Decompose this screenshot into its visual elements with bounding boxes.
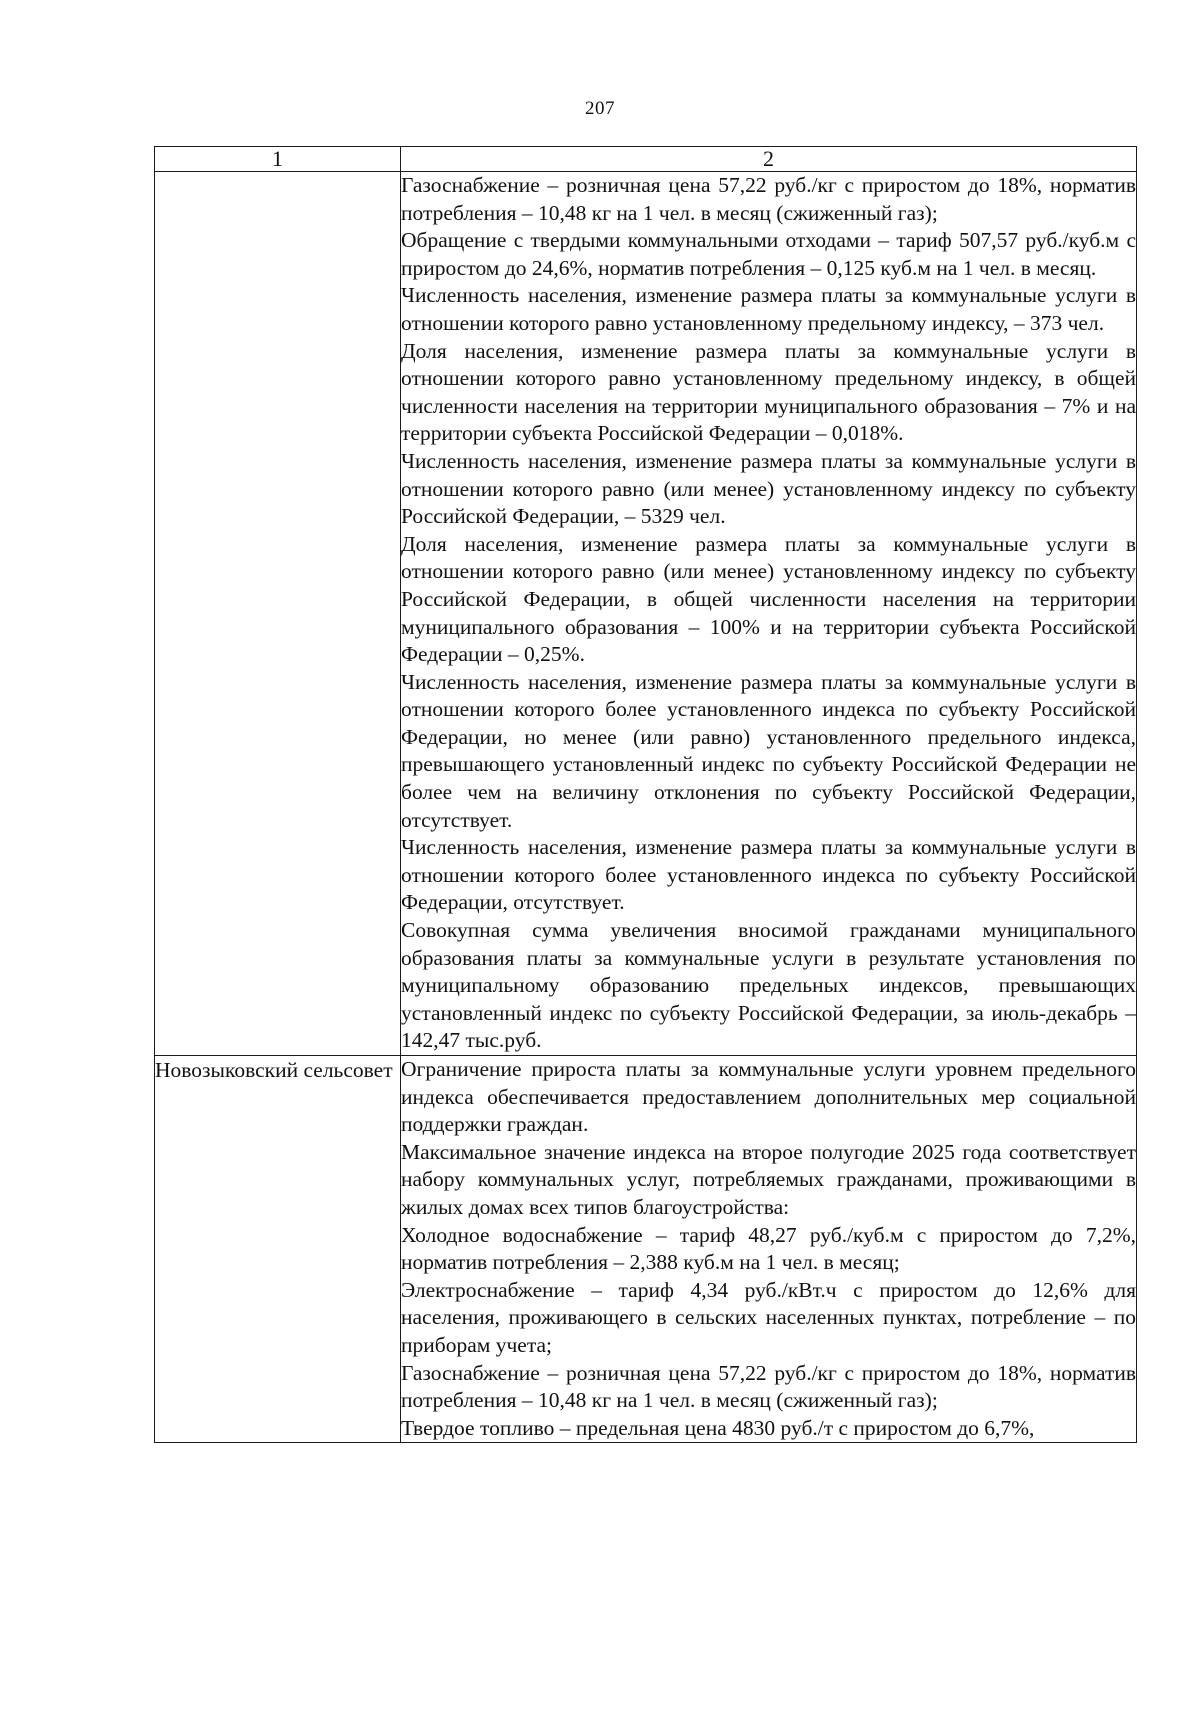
paragraph: Газоснабжение – розничная цена 57,22 руб./кг с приростом до 18%, норматив потребления – 10,48 кг на 1 чел. в месяц (сжиженный газ); — [401, 173, 1136, 225]
page-number: 207 — [585, 98, 615, 119]
paragraph: Доля населения, изменение размера платы за коммунальные услуги в отношении которого равно установленному предельному индексу, в общей численности населения на территории муниципального образования – 7% и на территории субъекта Российской Федерации – 0,018%. — [401, 338, 1136, 446]
paragraph: Совокупная сумма увеличения вносимой гражданами муниципального образования платы за коммунальные услуги в результате установления по муниципальному образованию предельных индексов, превышающих установленный индекс по субъекту Российской Федерации, за июль-декабрь – 142,47 тыс.руб. — [401, 918, 1136, 1053]
paragraph: Максимальное значение индекса на второе полугодие 2025 года соответствует набору коммунальных услуг, потребляемых гражданами, проживающими в жилых домах всех типов благоустройства: — [401, 1139, 1136, 1219]
column-header-1: 1 — [155, 147, 401, 172]
table-row — [155, 1056, 1137, 1443]
description-cell — [401, 1056, 1137, 1443]
paragraph: Газоснабжение – розничная цена 57,22 руб./кг с приростом до 18%, норматив потребления – 10,48 кг на 1 чел. в месяц (сжиженный газ); — [401, 1360, 1136, 1413]
table-header-row — [155, 147, 1137, 172]
table-row — [155, 172, 1137, 1056]
municipality-name-cell — [155, 172, 401, 1056]
municipality-name-cell: Новозыковский сельсовет — [155, 1056, 401, 1443]
paragraph: Холодное водоснабжение – тариф 48,27 руб./куб.м с приростом до 7,2%, норматив потребления – 2,388 куб.м на 1 чел. в месяц; — [401, 1222, 1136, 1275]
paragraph: Численность населения, изменение размера платы за коммунальные услуги в отношении которого равно (или менее) установленному индексу по субъекту Российской Федерации, – 5329 чел. — [401, 448, 1136, 529]
paragraph: Ограничение прироста платы за коммунальные услуги уровнем предельного индекса обеспечивается предоставлением дополнительных мер социальной поддержки граждан. — [401, 1057, 1136, 1137]
paragraph: Численность населения, изменение размера платы за коммунальные услуги в отношении которого более установленного индекса по субъекту Российской Федерации, но менее (или равно) установленного предельного индекса, превышающего установленный индекс по субъекту Российской Федерации не более чем на величину отклонения по субъекту Российской Федерации, отсутствует. — [401, 669, 1136, 832]
paragraph: Твердое топливо – предельная цена 4830 руб./т с приростом до 6,7%, — [401, 1415, 1035, 1440]
description-cell — [401, 172, 1137, 1056]
paragraph: Численность населения, изменение размера платы за коммунальные услуги в отношении которого равно установленному предельному индексу, – 373 чел. — [401, 283, 1136, 335]
paragraph: Обращение с твердыми коммунальными отходами – тариф 507,57 руб./куб.м с приростом до 24,6%, норматив потребления – 0,125 куб.м на 1 чел. в месяц. — [401, 228, 1136, 280]
column-header-2: 2 — [401, 147, 1137, 172]
paragraph: Доля населения, изменение размера платы за коммунальные услуги в отношении которого равно (или менее) установленному индексу по субъекту Российской Федерации, в общей численности населения на территории муниципального образования – 100% и на территории субъекта Российской Федерации – 0,25%. — [401, 531, 1136, 667]
data-table — [154, 146, 1137, 1443]
paragraph: Электроснабжение – тариф 4,34 руб./кВт.ч с приростом до 12,6% для населения, проживающего в сельских населенных пунктах, потребление – по приборам учета; — [401, 1277, 1136, 1357]
paragraph: Численность населения, изменение размера платы за коммунальные услуги в отношении которого более установленного индекса по субъекту Российской Федерации, отсутствует. — [401, 835, 1136, 915]
